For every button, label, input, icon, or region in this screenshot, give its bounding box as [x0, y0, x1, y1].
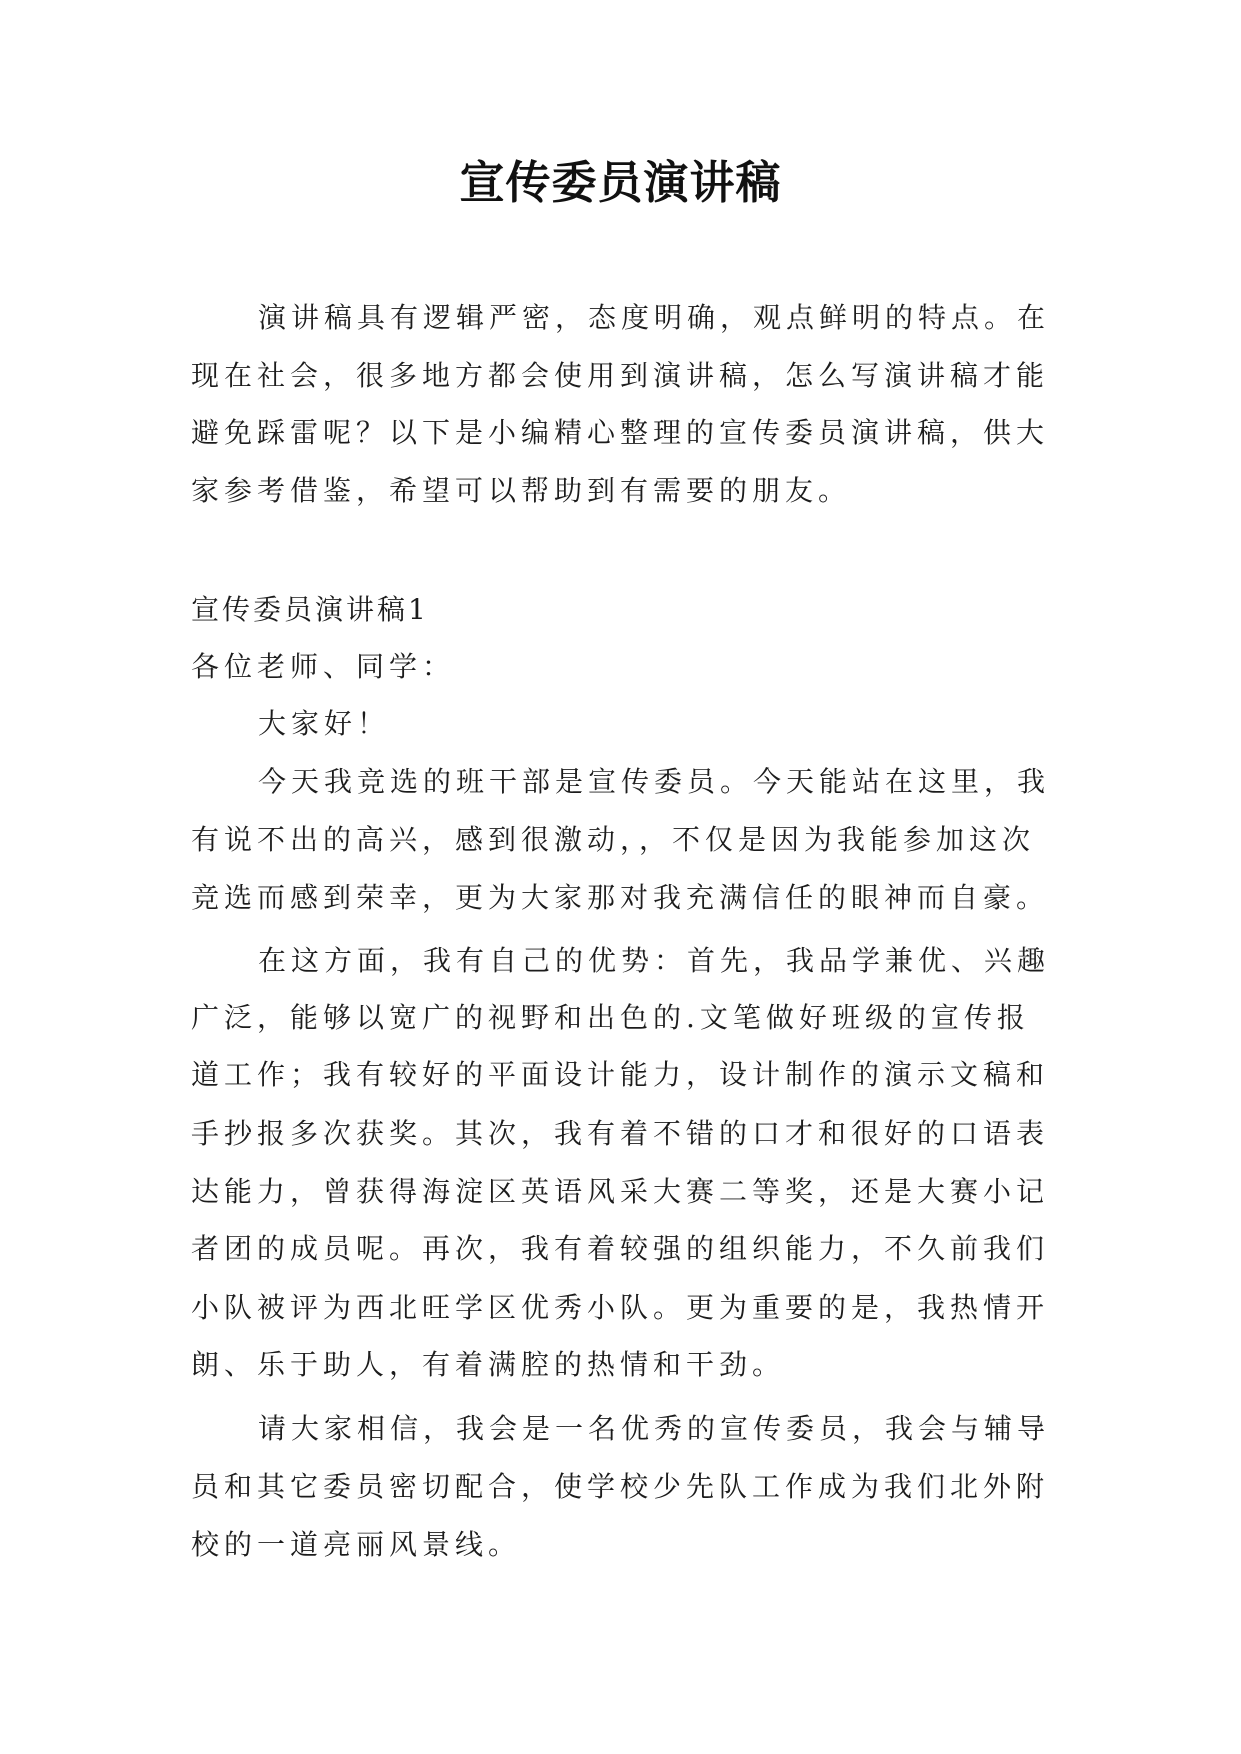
document-title: 宣传委员演讲稿: [459, 156, 782, 209]
text-line: 道工作；我有较好的平面设计能力，设计制作的演示文稿和: [191, 1058, 1050, 1091]
salutation: 各位老师、同学：: [191, 650, 456, 683]
text-line: 者团的成员呢。再次，我有着较强的组织能力，不久前我们: [191, 1232, 1050, 1265]
text-line: 竞选而感到荣幸，更为大家那对我充满信任的眼神而自豪。: [191, 881, 1050, 914]
text-line: 请大家相信，我会是一名优秀的宣传委员，我会与辅导: [258, 1412, 1051, 1445]
greeting: 大家好！: [258, 707, 391, 740]
text-line: 在这方面，我有自己的优势：首先，我品学兼优、兴趣: [258, 944, 1051, 977]
text-line: 员和其它委员密切配合，使学校少先队工作成为我们北外附: [191, 1470, 1050, 1503]
section-heading: 宣传委员演讲稿1: [191, 593, 429, 626]
text-line: 现在社会，很多地方都会使用到演讲稿，怎么写演讲稿才能: [191, 359, 1050, 392]
text-line: 校的一道亮丽风景线。: [191, 1528, 522, 1561]
text-line: 广泛，能够以宽广的视野和出色的.文笔做好班级的宣传报: [191, 1001, 1030, 1034]
text-line: 避免踩雷呢？以下是小编精心整理的宣传委员演讲稿，供大: [191, 416, 1050, 449]
text-line: 手抄报多次获奖。其次，我有着不错的口才和很好的口语表: [191, 1117, 1050, 1150]
text-line: 达能力，曾获得海淀区英语风采大赛二等奖，还是大赛小记: [191, 1175, 1050, 1208]
text-line: 家参考借鉴，希望可以帮助到有需要的朋友。: [191, 474, 852, 507]
text-line: 演讲稿具有逻辑严密，态度明确，观点鲜明的特点。在: [258, 301, 1051, 334]
text-line: 朗、乐于助人，有着满腔的热情和干劲。: [191, 1348, 786, 1381]
text-line: 今天我竞选的班干部是宣传委员。今天能站在这里，我: [258, 765, 1051, 798]
text-line: 有说不出的高兴，感到很激动，，不仅是因为我能参加这次: [191, 823, 1036, 856]
text-line: 小队被评为西北旺学区优秀小队。更为重要的是，我热情开: [191, 1291, 1050, 1324]
